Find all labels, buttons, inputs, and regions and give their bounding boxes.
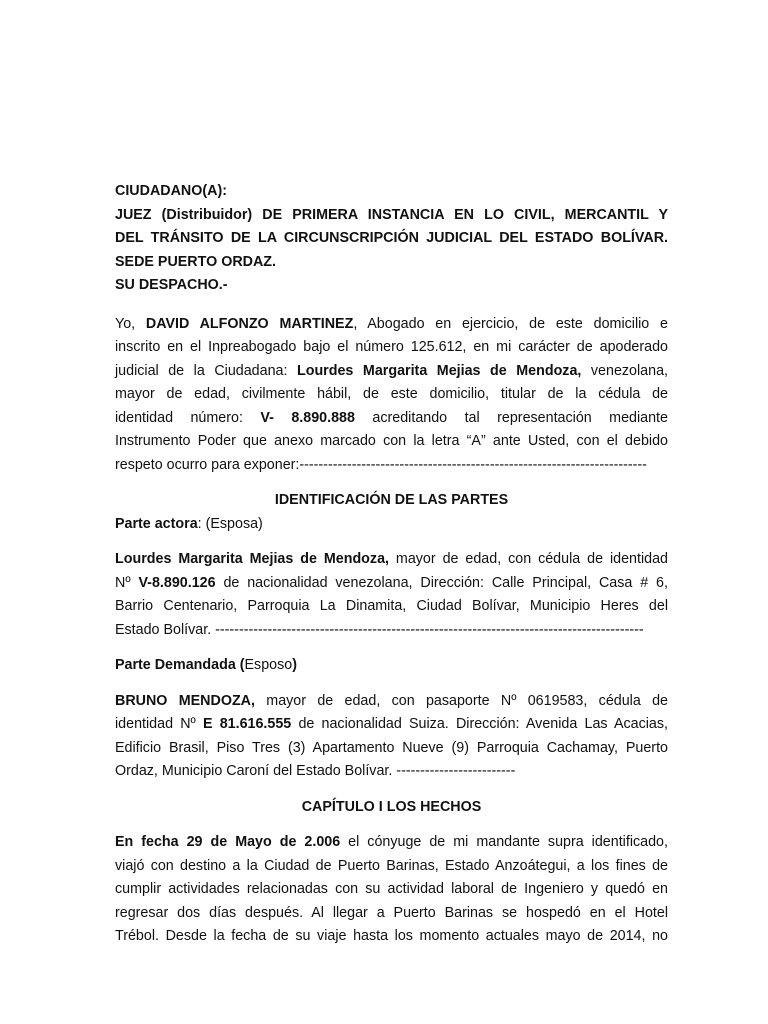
heading-line: DEL TRÁNSITO DE LA CIRCUNSCRIPCIÓN JUDICIAL DEL ESTADO BOLÍVAR. xyxy=(115,230,668,246)
paragraph-line: cumplir actividades relacionadas con su actividad laboral de Ingeniero y quedó en xyxy=(115,881,668,897)
document-body xyxy=(115,180,668,949)
parte-demandada-paragraph xyxy=(115,690,668,784)
client-id-number: V- 8.890.888 xyxy=(260,409,355,426)
paragraph-line: Barrio Centenario, Parroquia La Dinamita, Ciudad Bolívar, Municipio Heres del xyxy=(115,598,668,614)
paragraph-line: Nº V-8.890.126 de nacionalidad venezolana, Dirección: Calle Principal, Casa # 6, xyxy=(115,574,668,591)
hechos-paragraph xyxy=(115,831,668,949)
parte-actora-paragraph xyxy=(115,548,668,642)
parte-actora-label-line: Parte actora: (Esposa) xyxy=(115,515,263,532)
paragraph-line: Lourdes Margarita Mejias de Mendoza, mayor de edad, con cédula de identidad xyxy=(115,551,669,567)
parte-demandada-label-line: Parte Demandada (Esposo) xyxy=(115,657,297,673)
paragraph-line: Trébol. Desde la fecha de su viaje hasta los momento actuales mayo de 2014, no xyxy=(115,928,668,944)
paragraph-line: regresar dos días después. Al llegar a Puerto Barinas se hospedó en el Hotel xyxy=(115,904,668,921)
heading-line: CIUDADANO(A): xyxy=(115,183,227,199)
paragraph-line: identidad Nº E 81.616.555 de nacionalidad Suiza. Dirección: Avenida Las Acacias, xyxy=(115,716,668,732)
attorney-name: DAVID ALFONZO MARTINEZ xyxy=(145,315,354,332)
paragraph-line: mayor de edad, civilmente hábil, de este domicilio, titular de la cédula de xyxy=(115,386,668,402)
paragraph-line: judicial de la Ciudadana: Lourdes Margarita Mejias de Mendoza, venezolana, xyxy=(115,362,669,379)
heading-line: SU DESPACHO.- xyxy=(115,277,228,293)
paragraph-line: Instrumento Poder que anexo marcado con la letra “A” ante Usted, con el debido xyxy=(115,433,668,449)
paragraph-line: Ordaz, Municipio Caroní del Estado Bolívar. ------------------------- xyxy=(115,763,516,779)
paragraph-line: Edificio Brasil, Piso Tres (3) Apartamento Nueve (9) Parroquia Cachamay, Puerto xyxy=(115,739,668,756)
paragraph-line: BRUNO MENDOZA, mayor de edad, con pasaporte Nº 0619583, cédula de xyxy=(115,692,669,709)
paragraph-line: inscrito en el Inpreabogado bajo el número 125.612, en mi carácter de apoderado xyxy=(115,339,668,355)
addressee-heading xyxy=(115,180,668,298)
paragraph-line: Estado Bolívar. ------------------------------------------------------------------------------------------ xyxy=(115,621,644,638)
heading-line: SEDE PUERTO ORDAZ. xyxy=(115,253,276,270)
paragraph-line: respeto ocurro para exponer:------------------------------------------------------------------------- xyxy=(115,456,647,473)
client-name: Lourdes Margarita Mejias de Mendoza, xyxy=(296,362,582,379)
section-title-partes: IDENTIFICACIÓN DE LAS PARTES xyxy=(274,492,509,508)
intro-paragraph xyxy=(115,313,668,478)
paragraph-line: identidad número: V- 8.890.888 acreditando tal representación mediante xyxy=(115,409,668,426)
paragraph-line: En fecha 29 de Mayo de 2.006 el cónyuge de mi mandante supra identificado, xyxy=(115,834,668,850)
paragraph-line: Yo, DAVID ALFONZO MARTINEZ, Abogado en ejercicio, de este domicilio e xyxy=(115,315,668,332)
paragraph-line: viajó con destino a la Ciudad de Puerto Barinas, Estado Anzoátegui, a los fines de xyxy=(115,857,668,874)
heading-line: JUEZ (Distribuidor) DE PRIMERA INSTANCIA EN LO CIVIL, MERCANTIL Y xyxy=(115,206,668,223)
section-title-hechos: CAPÍTULO I LOS HECHOS xyxy=(301,798,482,815)
